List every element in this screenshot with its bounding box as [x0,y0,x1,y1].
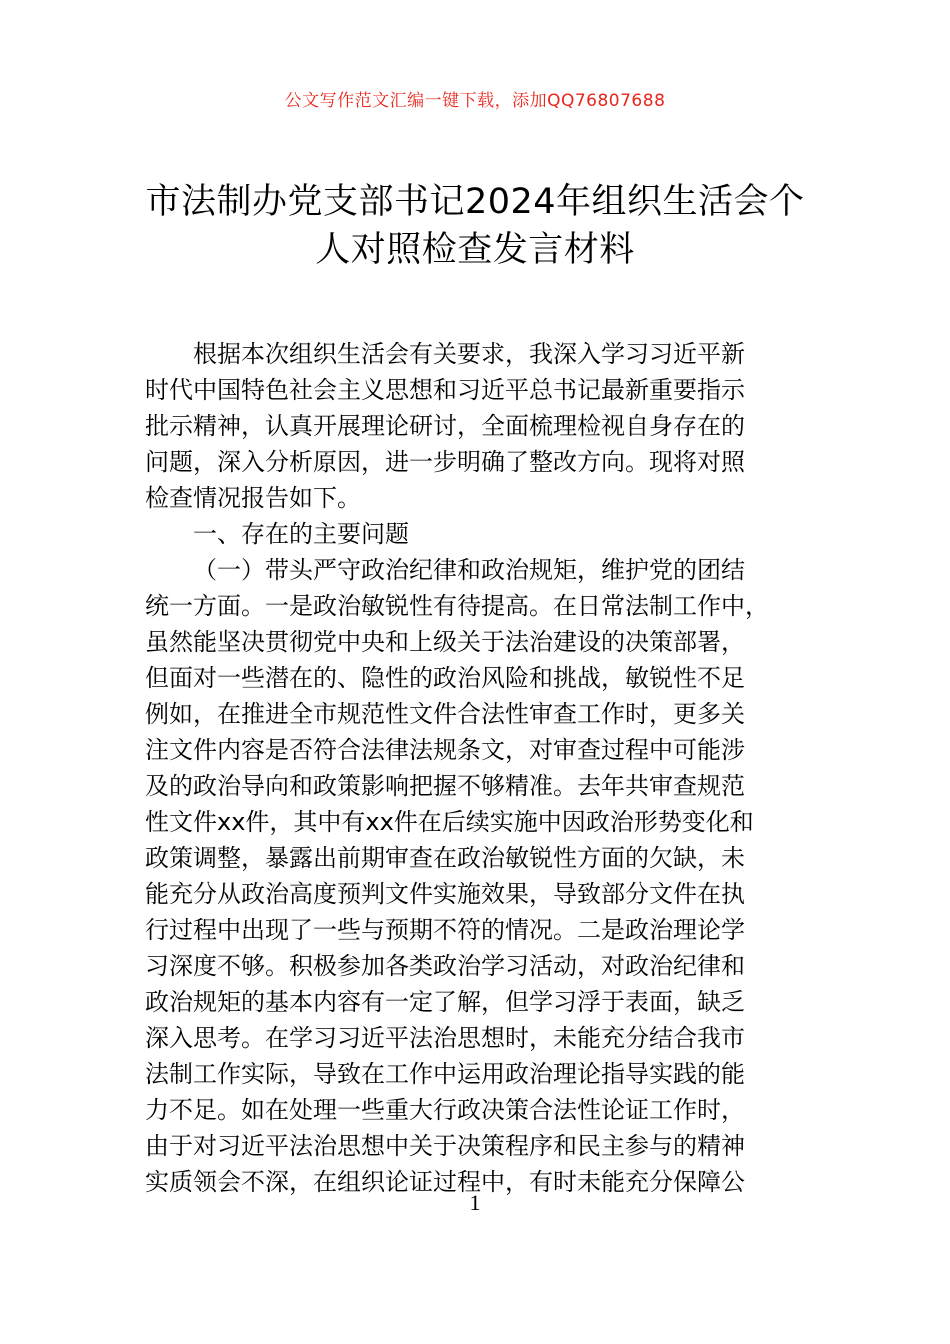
body-text [145,336,825,1200]
body-line: 统一方面。一是政治敏锐性有待提高。在日常法制工作中， [145,592,769,620]
body-line: 但面对一些潜在的、隐性的政治风险和挑战，敏锐性不足 [145,664,745,692]
body-line: 批示精神，认真开展理论研讨，全面梳理检视自身存在的 [145,412,745,440]
body-line: 时代中国特色社会主义思想和习近平总书记最新重要指示 [145,376,745,404]
body-line: 虽然能坚决贯彻党中央和上级关于法治建设的决策部署， [145,628,745,656]
body-line: 深入思考。在学习习近平法治思想时，未能充分结合我市 [145,1024,745,1052]
page-number: 1 [469,1190,481,1215]
body-line: 问题，深入分析原因，进一步明确了整改方向。现将对照 [145,448,745,476]
body-line: 法制工作实际，导致在工作中运用政治理论指导实践的能 [145,1060,745,1088]
body-line: 检查情况报告如下。 [145,484,361,512]
section-heading: 一、存在的主要问题 [193,520,409,548]
body-line: 注文件内容是否符合法律法规条文，对审查过程中可能涉 [145,736,745,764]
body-line: 由于对习近平法治思想中关于决策程序和民主参与的精神 [145,1132,745,1160]
download-notice: 公文写作范文汇编一键下载，添加QQ76807688 [284,91,666,111]
title-line-2: 人对照检查发言材料 [315,230,635,270]
body-line: （一）带头严守政治纪律和政治规矩，维护党的团结 [193,556,745,584]
body-line: 实质领会不深，在组织论证过程中，有时未能充分保障公 [145,1168,745,1196]
body-line: 及的政治导向和政策影响把握不够精准。去年共审查规范 [145,772,745,800]
body-line: 行过程中出现了一些与预期不符的情况。二是政治理论学 [145,916,745,944]
body-line: 政策调整，暴露出前期审查在政治敏锐性方面的欠缺，未 [145,844,745,872]
body-line: 习深度不够。积极参加各类政治学习活动，对政治纪律和 [145,952,745,980]
body-line: 政治规矩的基本内容有一定了解，但学习浮于表面，缺乏 [145,988,745,1016]
body-line: 力不足。如在处理一些重大行政决策合法性论证工作时， [145,1096,745,1124]
body-line: 根据本次组织生活会有关要求，我深入学习习近平新 [193,340,745,368]
body-line: 例如，在推进全市规范性文件合法性审查工作时，更多关 [145,700,745,728]
body-line: 性文件xx件，其中有xx件在后续实施中因政治形势变化和 [145,808,754,836]
body-line: 能充分从政治高度预判文件实施效果，导致部分文件在执 [145,880,745,908]
title-line-1: 市法制办党支部书记2024年组织生活会个 [145,182,805,222]
